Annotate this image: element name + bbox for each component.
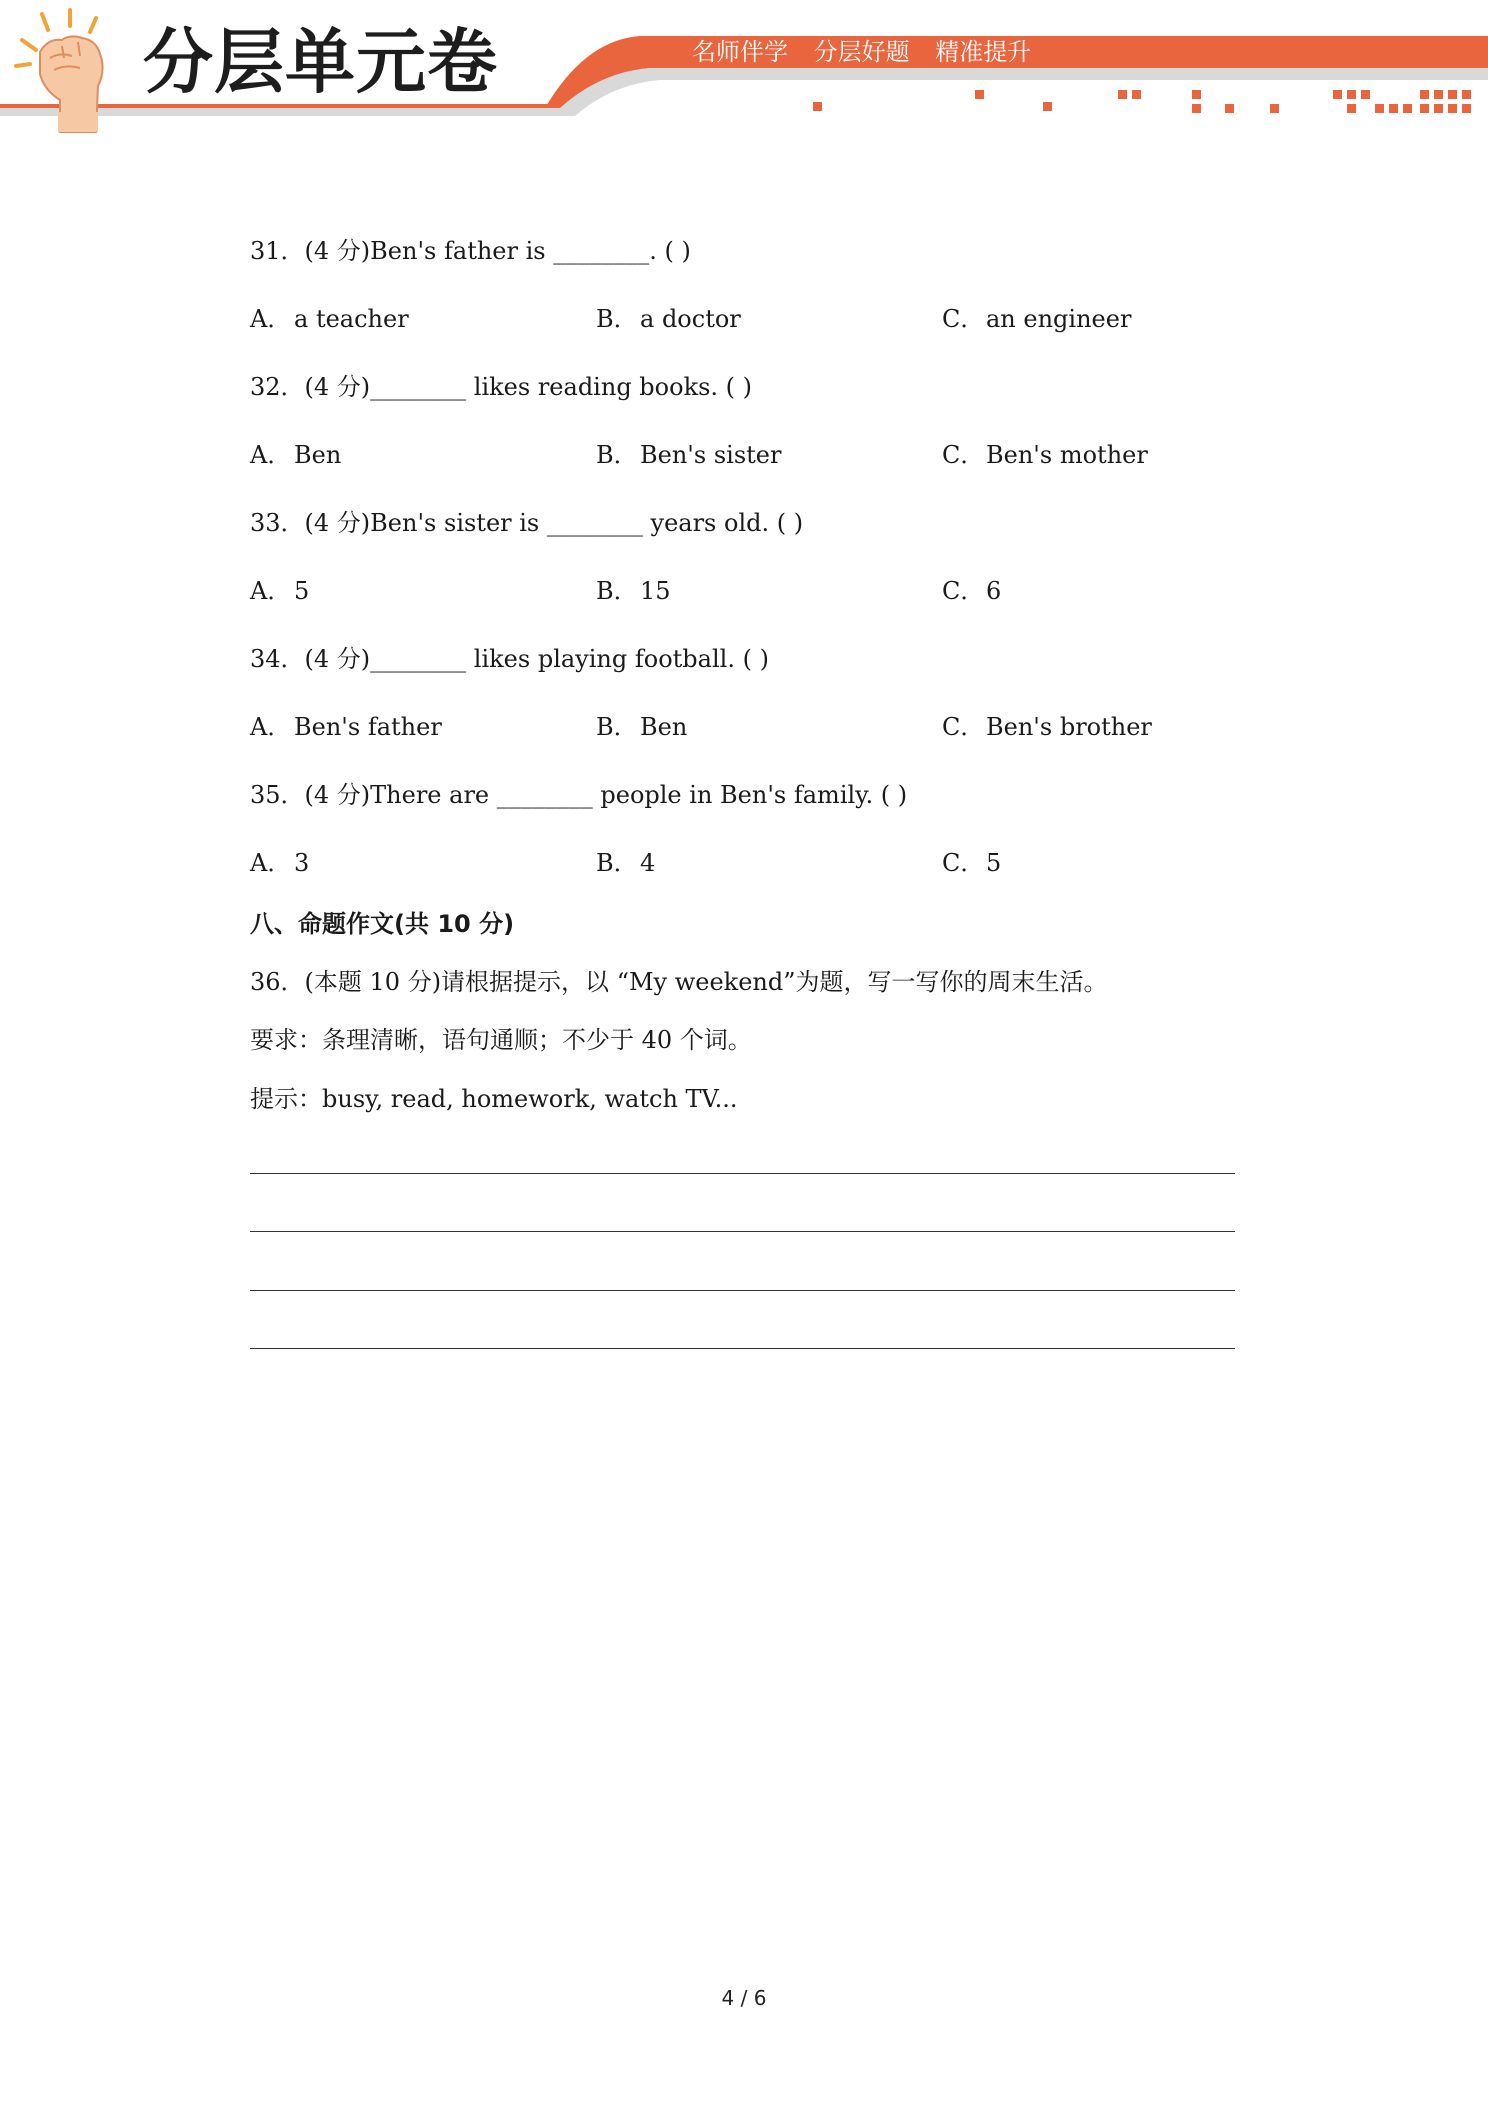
- option-a: [250, 304, 409, 334]
- option-letter: A．: [250, 577, 292, 605]
- option-a: [250, 440, 341, 470]
- writing-line[interactable]: [250, 1290, 1235, 1291]
- option-letter: B．: [596, 305, 638, 333]
- question-32: 32．(4 分)________ likes reading books. ( ): [250, 373, 753, 401]
- option-text: 15: [640, 577, 671, 605]
- option-letter: C．: [942, 577, 985, 605]
- writing-hint: 提示：busy, read, homework, watch TV...: [250, 1085, 738, 1113]
- question-35: 35．(4 分)There are ________ people in Ben's family. ( ): [250, 781, 908, 809]
- option-a: [250, 848, 309, 878]
- page-header: [0, 0, 1488, 135]
- option-letter: B．: [596, 849, 638, 877]
- option-b: [596, 440, 781, 470]
- option-letter: A．: [250, 713, 292, 741]
- question-31: 31．(4 分)Ben's father is ________. ( ): [250, 237, 691, 265]
- writing-line[interactable]: [250, 1348, 1235, 1349]
- option-b: [596, 848, 655, 878]
- option-letter: C．: [942, 713, 985, 741]
- option-c: [942, 848, 1001, 878]
- option-letter: B．: [596, 713, 638, 741]
- page-number: 4 / 6: [721, 1986, 767, 2010]
- option-c: [942, 712, 1152, 742]
- option-text: 6: [986, 577, 1002, 605]
- option-text: Ben: [294, 441, 342, 469]
- option-text: Ben's sister: [640, 441, 782, 469]
- option-c: [942, 576, 1001, 606]
- option-text: an engineer: [986, 305, 1132, 333]
- option-text: a doctor: [640, 305, 741, 333]
- question-33: 33．(4 分)Ben's sister is ________ years old. ( ): [250, 509, 804, 537]
- option-text: 5: [986, 849, 1002, 877]
- option-letter: A．: [250, 441, 292, 469]
- option-letter: A．: [250, 849, 292, 877]
- option-a: [250, 712, 442, 742]
- option-c: [942, 440, 1148, 470]
- option-text: 5: [294, 577, 310, 605]
- option-text: Ben: [640, 713, 688, 741]
- option-text: 3: [294, 849, 310, 877]
- option-b: [596, 712, 687, 742]
- writing-line[interactable]: [250, 1231, 1235, 1232]
- writing-line[interactable]: [250, 1173, 1235, 1174]
- option-b: [596, 304, 741, 334]
- section-heading: 八、命题作文(共 10 分): [250, 910, 515, 938]
- option-letter: B．: [596, 441, 638, 469]
- option-text: Ben's father: [294, 713, 442, 741]
- brand-title: 分层单元卷: [143, 21, 498, 103]
- option-letter: C．: [942, 441, 985, 469]
- option-letter: B．: [596, 577, 638, 605]
- option-a: [250, 576, 309, 606]
- option-c: [942, 304, 1131, 334]
- question-36: 36．(本题 10 分)请根据提示，以 “My weekend”为题，写一写你的周末生活。: [250, 968, 1108, 996]
- option-letter: A．: [250, 305, 292, 333]
- question-34: 34．(4 分)________ likes playing football. ( ): [250, 645, 769, 673]
- option-letter: C．: [942, 849, 985, 877]
- option-text: Ben's mother: [986, 441, 1148, 469]
- option-b: [596, 576, 671, 606]
- option-text: Ben's brother: [986, 713, 1152, 741]
- option-text: 4: [640, 849, 656, 877]
- option-text: a teacher: [294, 305, 409, 333]
- option-letter: C．: [942, 305, 985, 333]
- writing-requirement: 要求：条理清晰，语句通顺；不少于 40 个词。: [250, 1026, 752, 1054]
- brand-slogan: 名师伴学 分层好题 精准提升: [692, 38, 1032, 66]
